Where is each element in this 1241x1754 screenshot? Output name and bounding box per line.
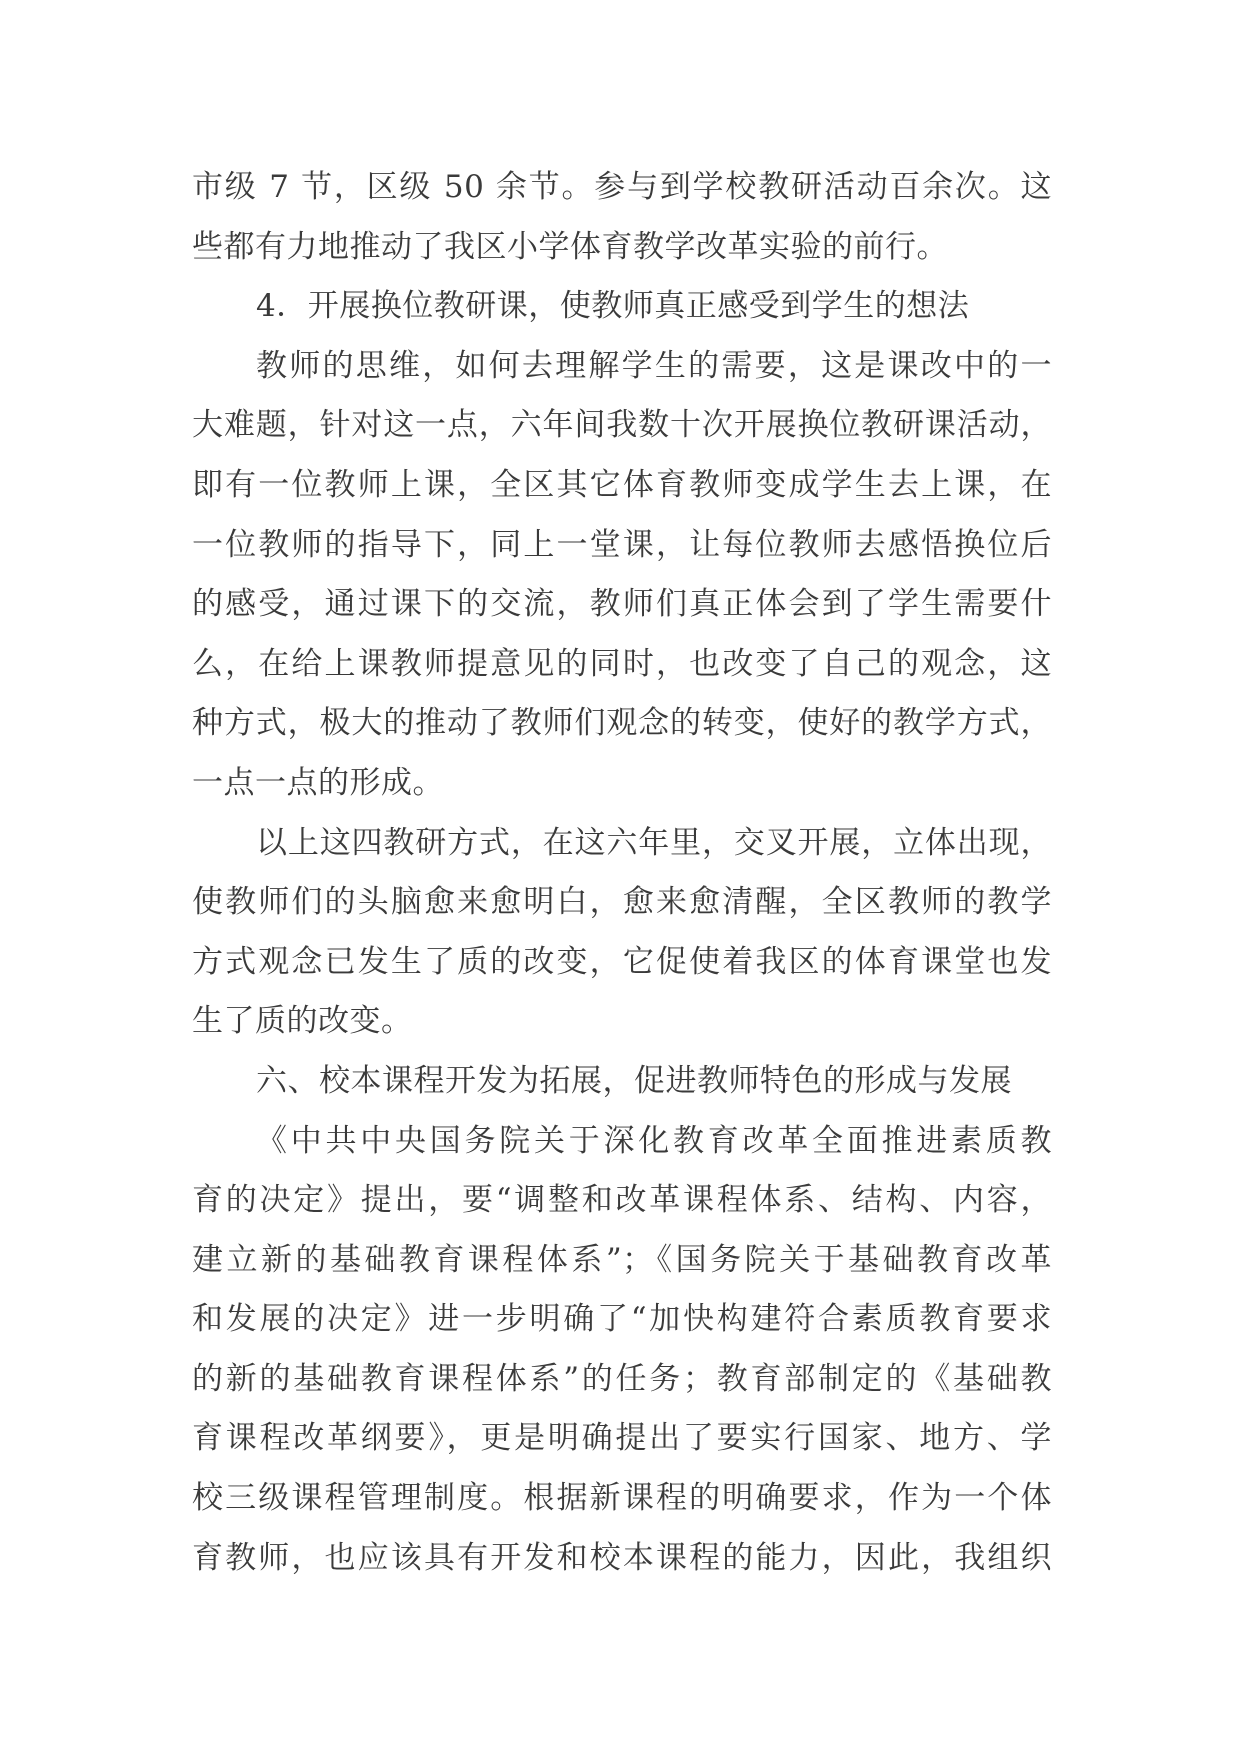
text-line: 使教师们的头脑愈来愈明白，愈来愈清醒，全区教师的教学 <box>192 884 1052 921</box>
text-line: 大难题，针对这一点，六年间我数十次开展换位教研课活动， <box>192 407 1052 444</box>
text-line: 和发展的决定》进一步明确了“加快构建符合素质教育要求 <box>192 1301 1052 1338</box>
text-line: 建立新的基础教育课程体系”；《国务院关于基础教育改革 <box>192 1241 1052 1278</box>
text-line: 些都有力地推动了我区小学体育教学改革实验的前行。 <box>192 228 948 265</box>
text-line: 生了质的改变。 <box>192 1003 413 1040</box>
text-line: 育的决定》提出，要“调整和改革课程体系、结构、内容， <box>192 1182 1052 1219</box>
text-line: 一位教师的指导下，同上一堂课，让每位教师去感悟换位后 <box>192 526 1052 563</box>
body-text <box>192 158 1052 1588</box>
text-line: 市级 7 节，区级 50 余节。参与到学校教研活动百余次。这 <box>192 169 1052 205</box>
text-line: 的新的基础教育课程体系”的任务；教育部制定的《基础教 <box>192 1360 1052 1397</box>
text-line: 育教师，也应该具有开发和校本课程的能力，因此，我组织 <box>192 1539 1052 1576</box>
text-line: 教师的思维，如何去理解学生的需要，这是课改中的一 <box>256 347 1052 384</box>
text-line: 么，在给上课教师提意见的同时，也改变了自己的观念，这 <box>192 645 1052 682</box>
text-line: 六、校本课程开发为拓展，促进教师特色的形成与发展 <box>256 1062 1012 1099</box>
text-line: 的感受，通过课下的交流，教师们真正体会到了学生需要什 <box>192 586 1052 623</box>
text-line: 即有一位教师上课，全区其它体育教师变成学生去上课，在 <box>192 466 1052 503</box>
text-line: 育课程改革纲要》，更是明确提出了要实行国家、地方、学 <box>192 1420 1052 1457</box>
text-line: 4．开展换位教研课，使教师真正感受到学生的想法 <box>256 288 970 325</box>
text-line: 种方式，极大的推动了教师们观念的转变，使好的教学方式， <box>192 705 1052 742</box>
text-line: 校三级课程管理制度。根据新课程的明确要求，作为一个体 <box>192 1480 1052 1517</box>
text-line: 《中共中央国务院关于深化教育改革全面推进素质教 <box>256 1122 1052 1159</box>
text-line: 一点一点的形成。 <box>192 764 444 801</box>
text-line: 方式观念已发生了质的改变，它促使着我区的体育课堂也发 <box>192 943 1052 980</box>
text-line: 以上这四教研方式，在这六年里，交叉开展，立体出现， <box>256 824 1052 861</box>
